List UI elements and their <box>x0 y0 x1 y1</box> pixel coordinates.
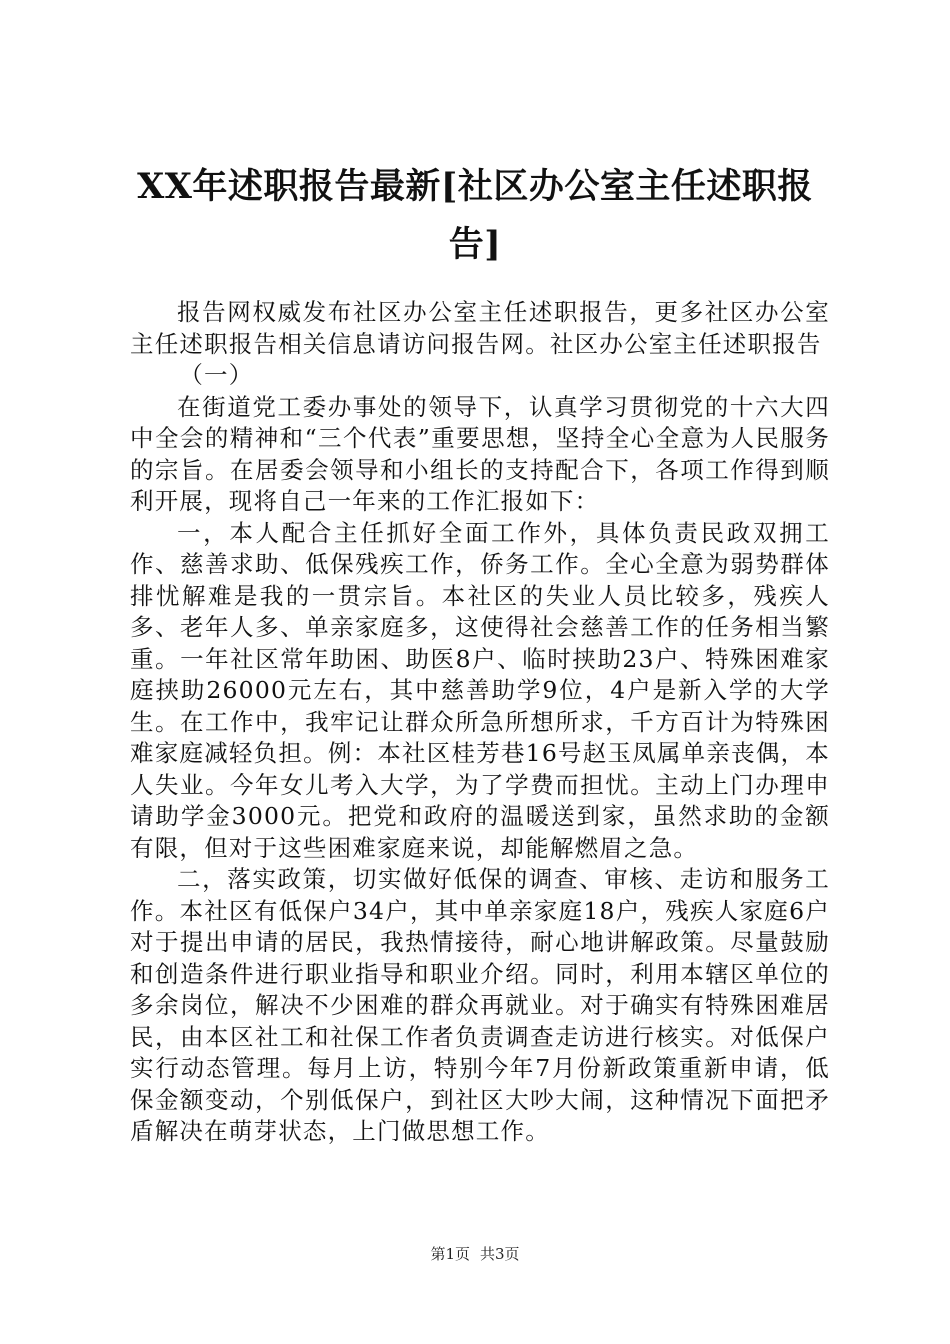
document-body <box>130 297 830 1148</box>
document-title: XX年述职报告最新[社区办公室主任述职报告] <box>137 166 813 265</box>
section-marker: （一） <box>179 361 254 389</box>
page-footer <box>0 1244 950 1264</box>
page-number: 第1页 <box>430 1245 470 1263</box>
intro-paragraph: 报告网权威发布社区办公室主任述职报告，更多社区办公室主任述职报告相关信息请访问报告网。社区办公室主任述职报告 <box>130 298 830 358</box>
body-paragraph: 一，本人配合主任抓好全面工作外，具体负责民政双拥工作、慈善求助、低保残疾工作，侨务工作。全心全意为弱势群体排忧解难是我的一贯宗旨。本社区的失业人员比较多，残疾人多、老年人多、单亲家庭多，这使得社会慈善工作的任务相当繁重。一年社区常年助困、助医8户、临时挟助23户、特殊困难家庭挟助26000元左右，其中慈善助学9位，4户是新入学的大学生。在工作中，我牢记让群众所急所想所求，千方百计为特殊困难家庭减轻负担。例：本社区桂芳巷16号赵玉凤属单亲丧偶，本人失业。今年女儿考入大学，为了学费而担忧。主动上门办理申请助学金3000元。把党和政府的温暖送到家，虽然求助的金额有限，但对于这些困难家庭来说，却能解燃眉之急。 <box>130 518 830 862</box>
body-paragraph: 二，落实政策，切实做好低保的调查、审核、走访和服务工作。本社区有低保户34户，其中单亲家庭18户，残疾人家庭6户对于提出申请的居民，我热情接待，耐心地讲解政策。尽量鼓励和创造条件进行职业指导和职业介绍。同时，利用本辖区单位的多余岗位，解决不少困难的群众再就业。对于确实有特殊困难居民，由本区社工和社保工作者负责调查走访进行核实。对低保户实行动态管理。每月上访，特别今年7月份新政策重新申请，低保金额变动，个别低保户，到社区大吵大闹，这种情况下面把矛盾解决在萌芽状态，上门做思想工作。 <box>130 865 830 1145</box>
body-paragraph: 在街道党工委办事处的领导下，认真学习贯彻党的十六大四中全会的精神和“三个代表”重要思想，坚持全心全意为人民服务的宗旨。在居委会领导和小组长的支持配合下，各项工作得到顺利开展，现将自己一年来的工作汇报如下： <box>130 392 830 515</box>
page-total: 共3页 <box>480 1245 520 1263</box>
